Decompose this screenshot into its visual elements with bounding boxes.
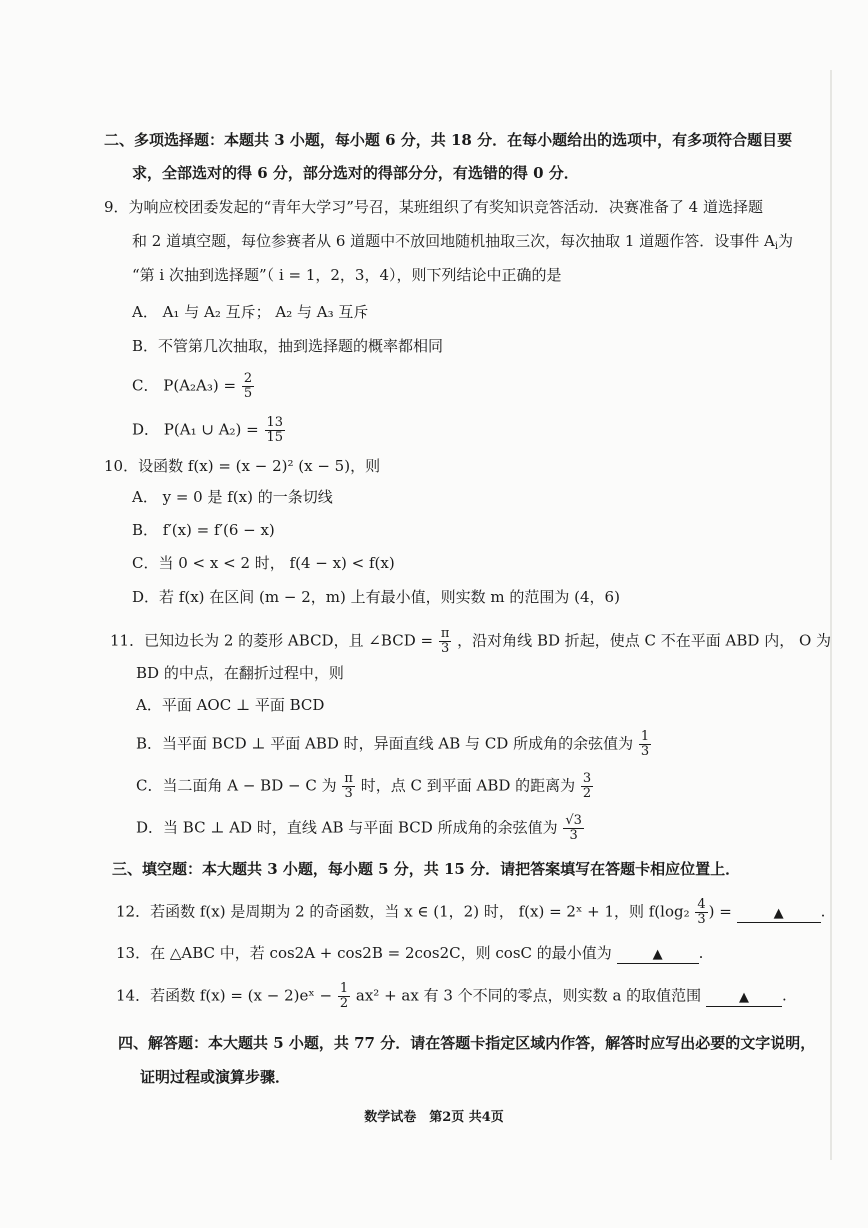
q9-option-d-text: D． P(A₁ ∪ A₂) = [132,420,259,439]
q9-stem-line2-tail: 为 [778,232,794,250]
q10-option-d: D．若 f(x) 在区间 (m − 2，m) 上有最小值，则实数 m 的范围为 (4，6) [132,588,620,606]
section4-heading-line1: 四、解答题：本大题共 5 小题，共 77 分．请在答题卡指定区域内作答，解答时应写出必要的文字说明， [118,1034,816,1052]
page-footer: 数学试卷 第2页 共4页 [364,1110,504,1125]
q13-answer-blank[interactable]: ▲ [617,947,699,964]
fraction-numerator: π [344,771,353,786]
q9-option-c-fraction [242,372,254,401]
fraction-numerator: 2 [243,371,253,386]
q11-option-c-text: C．当二面角 A − BD − C 为 [136,776,337,795]
q11-option-c-mid: 时，点 C 到平面 ABD 的距离为 [360,776,576,795]
section2-heading-line2: 求，全部选对的得 6 分，部分选对的得部分分，有选错的得 0 分． [132,164,579,182]
q14-text-post: ax² + ax 有 3 个不同的零点，则实数 a 的取值范围 [355,986,702,1005]
fraction-denominator: 2 [339,996,349,1011]
fraction-numerator: π [440,626,450,641]
q14-fraction [338,982,350,1011]
q12-answer-blank[interactable]: ▲ [737,906,821,923]
q10-option-c: C．当 0 < x < 2 时， f(4 − x) < f(x) [132,554,395,572]
q9-option-b: B．不管第几次抽取，抽到选择题的概率都相同 [132,337,444,355]
fraction-denominator: 3 [440,641,450,656]
q9-option-d-fraction [265,416,286,445]
q9-option-c [132,372,255,401]
fraction-numerator: √3 [565,813,582,828]
q9-stem-line2 [132,230,793,258]
fraction-numerator: 1 [339,981,349,996]
q11-stem-line1 [110,627,831,656]
q11-option-d-fraction [563,814,584,843]
fraction-numerator: 13 [266,415,284,430]
q11-option-c-fraction2 [581,772,593,801]
fraction-denominator: 3 [569,828,578,843]
fraction-denominator: 2 [582,786,592,801]
q9-option-c-text: C． P(A₂A₃) = [132,376,237,395]
section3-heading: 三、填空题：本大题共 3 小题，每小题 5 分，共 15 分．请把答案填写在答题卡相应位置上． [112,860,741,878]
q11-option-d-text: D．当 BC ⊥ AD 时，直线 AB 与平面 BCD 所成角的余弦值为 [136,818,558,837]
q11-stem-fraction [439,627,452,656]
q11-option-b [136,730,652,759]
q11-option-d [136,814,585,843]
section4-heading-line2: 证明过程或演算步骤． [140,1068,291,1086]
fraction-denominator: 5 [243,386,253,401]
q13-end: . [698,944,704,962]
q10-option-b: B． f′(x) = f′(6 − x) [132,521,275,539]
q14-answer-blank[interactable]: ▲ [706,990,782,1007]
q10-stem: 10．设函数 f(x) = (x − 2)² (x − 5)，则 [104,457,381,475]
fraction-denominator: 3 [697,912,706,927]
q12-fraction [695,898,707,927]
q9-option-a: A． A₁ 与 A₂ 互斥； A₂ 与 A₃ 互斥 [132,303,369,321]
q14-end: . [781,986,787,1005]
q11-option-c-fraction1 [342,772,355,801]
q11-option-b-text: B．当平面 BCD ⊥ 平面 ABD 时，异面直线 AB 与 CD 所成角的余弦值为 [136,734,634,753]
q11-option-c [136,772,594,801]
q11-option-a: A．平面 AOC ⊥ 平面 BCD [136,696,325,714]
q13-text: 13．在 △ABC 中，若 cos2A + cos2B = 2cos2C，则 cosC 的最小值为 [116,944,612,962]
q9-stem-line1: 9．为响应校团委发起的“青年大学习”号召，某班组织了有奖知识竞答活动．决赛准备了 4 道选择题 [104,198,763,216]
q11-option-b-fraction [639,730,651,759]
fraction-numerator: 4 [697,897,706,912]
q9-stem-line3: “第 i 次抽到选择题”（ i = 1，2，3，4），则下列结论中正确的是 [132,266,562,284]
fraction-denominator: 15 [266,430,284,445]
fraction-denominator: 3 [640,744,650,759]
q11-stem-text: 11．已知边长为 2 的菱形 ABCD，且 ∠BCD = [110,631,434,650]
q12-text-post: ) = [708,902,732,921]
section2-heading-line1: 二、多项选择题：本题共 3 小题，每小题 6 分，共 18 分．在每小题给出的选项中，有多项符合题目要 [104,131,793,149]
q13-line [116,942,703,964]
q9-stem-line2-text: 和 2 道填空题，每位参赛者从 6 道题中不放回地随机抽取三次，每次抽取 1 道题作答．设事件 A [132,232,775,250]
q14-text: 14．若函数 f(x) = (x − 2)eˣ − [116,986,333,1005]
q14-line [116,982,787,1011]
q9-subscript: i [774,241,779,252]
fraction-denominator: 3 [344,786,353,801]
q12-line [116,898,825,927]
q11-stem-text-post: ，沿对角线 BD 折起，使点 C 不在平面 ABD 内， O 为 [457,631,832,650]
q9-option-d [132,416,286,445]
fraction-numerator: 3 [582,771,592,786]
fraction-numerator: 1 [640,729,650,744]
page-edge [830,70,832,1160]
q12-text: 12．若函数 f(x) 是周期为 2 的奇函数，当 x ∈ (1，2) 时， f(x) = 2ˣ + 1，则 f(log₂ [116,902,690,921]
q10-option-a: A． y = 0 是 f(x) 的一条切线 [132,488,333,506]
q11-stem-line2: BD 的中点，在翻折过程中，则 [136,664,344,682]
q12-end: . [820,902,826,921]
